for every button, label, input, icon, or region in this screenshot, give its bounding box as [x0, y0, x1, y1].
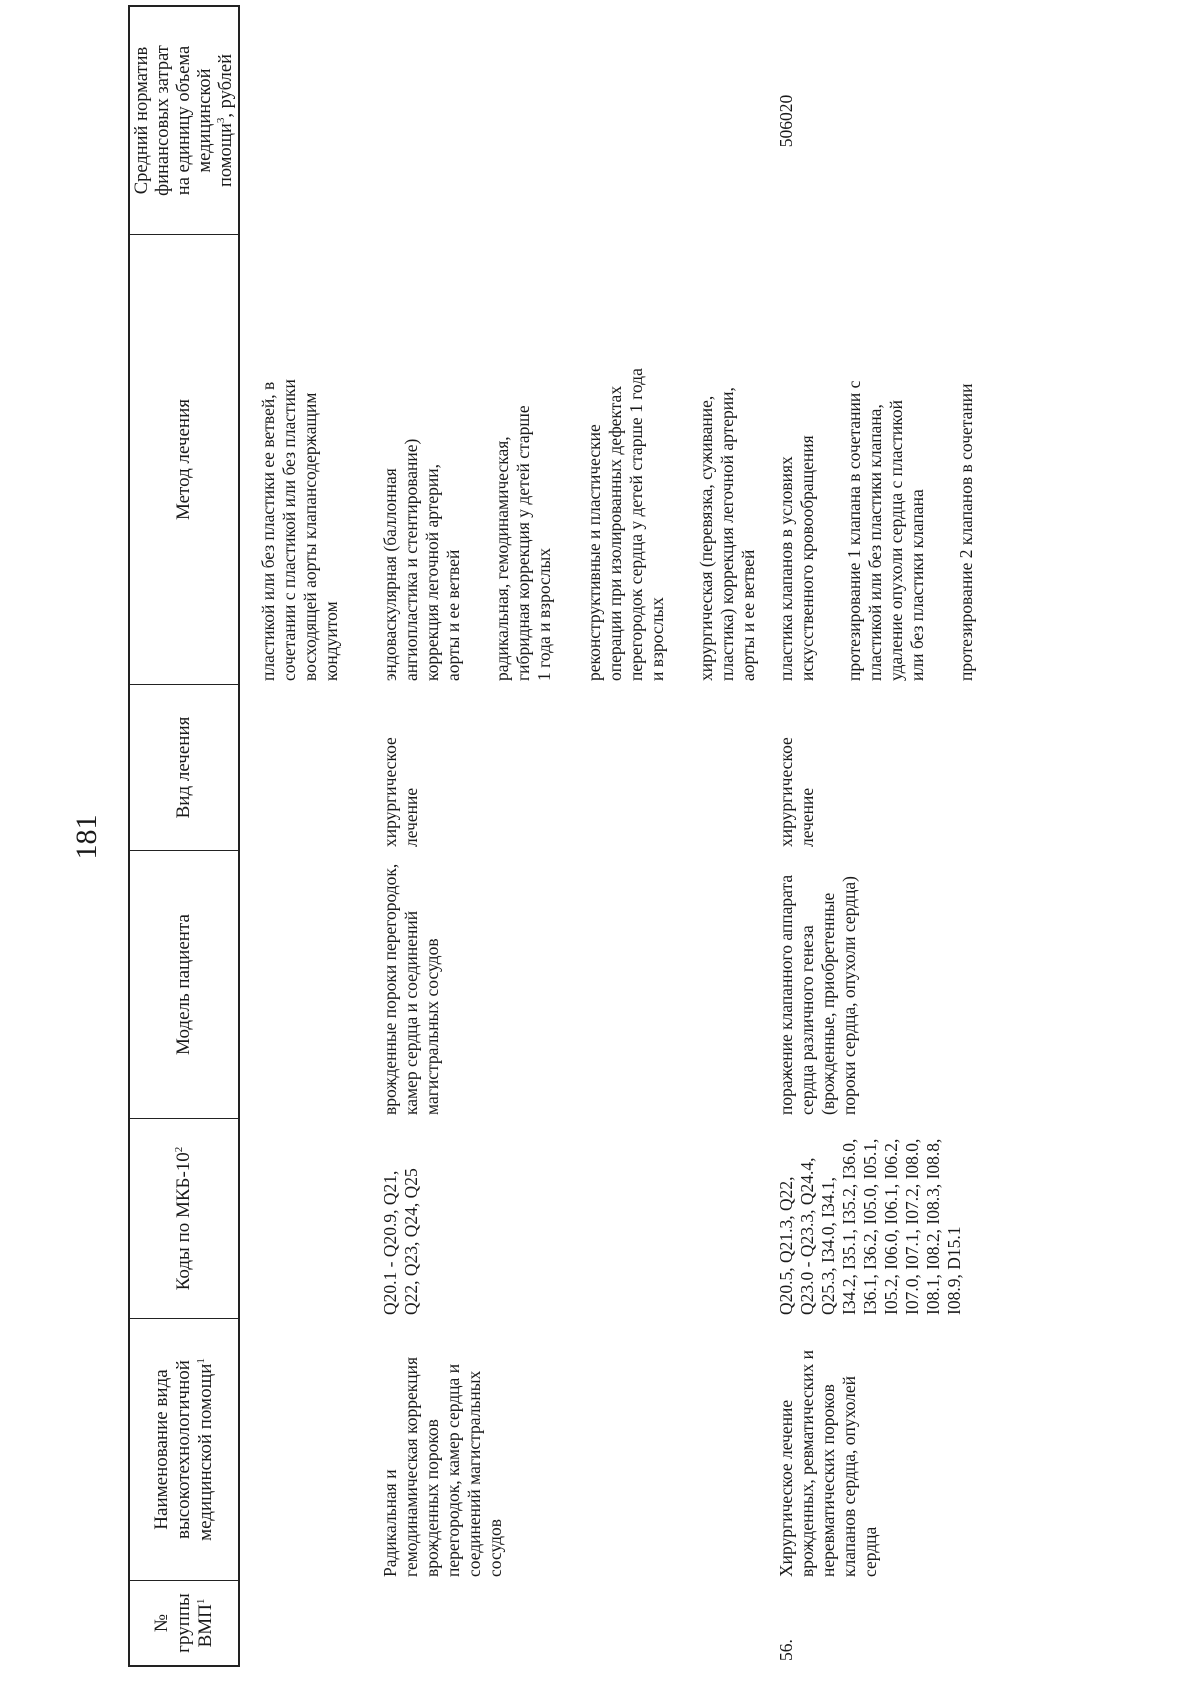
row1-patient-model: врожденные пороки перегородок, камер сердца и соединений магистральных сосудов	[380, 863, 442, 1115]
header-cost-norm-tail: , рублей	[215, 54, 236, 118]
row2-method-1: пластика клапанов в условиях искусственного кровообращения	[776, 435, 817, 681]
header-patient-model	[130, 851, 238, 1118]
header-group-no	[130, 1581, 238, 1665]
row1-method-1: эндоваскулярная (баллонная ангиопластика и стентирование) коррекция легочной артерии, аорты и ее ветвей	[380, 438, 463, 681]
row1-method-4: хирургическая (перевязка, суживание, пластика) коррекция легочной артерии, aорты и ее ветвей	[696, 387, 758, 681]
header-group-no-footnote: 1	[195, 1598, 207, 1605]
row2-patient-model: поражение клапанного аппарата сердца различного генеза (врожденные, приобретенные пороки сердца, опухоли сердца)	[776, 874, 859, 1115]
header-codes	[130, 1119, 238, 1318]
header-group-no-text: № группы ВМП	[151, 1593, 216, 1653]
row2-name: Хирургическое лечение врожденных, ревматических и неревматических пороков клапанов сердца, опухолей сердца	[776, 1350, 880, 1577]
header-treatment-method	[130, 235, 238, 684]
row1-name: Радикальная и гемодинамическая коррекция врожденных пороков перегородок, камер сердца и соединений магистральных сосудов	[380, 1357, 505, 1577]
row2-treatment-type: хирургическое лечение	[776, 737, 817, 847]
header-name	[130, 1319, 238, 1580]
row1-codes: Q20.1 - Q20.9, Q21, Q22, Q23, Q24, Q25	[380, 1168, 421, 1315]
header-bottom-border	[238, 5, 240, 1667]
row1-treatment-type: хирургическое лечение	[380, 737, 421, 847]
row2-method-2: протезирование 1 клапана в сочетании с пластикой или без пластики клапана, удаление опухоли сердца с пластикой или без пластики клапана	[844, 380, 927, 681]
header-left-border	[128, 1665, 240, 1667]
header-codes-footnote: 2	[173, 1146, 185, 1153]
row2-codes: Q20.5, Q21.3, Q22, Q23.0 - Q23.3, Q24.4, Q25.3, I34.0, I34.1, I34.2, I35.1, I35.2, I36.0, I36.1, I36.2, I05.0, I05.1, I05.2, I06.0, I06.1, I06.2, I07.0, I07.1, I07.2, I08.0, I08.1, I08.2, I08.3, I08.8, I08.9, D15.1	[776, 1138, 964, 1315]
header-codes-text: Коды по МКБ-10	[173, 1152, 194, 1291]
header-name-text: Наименование вида высокотехнологичной медицинской помощи	[151, 1360, 216, 1541]
page-number: 181	[70, 814, 103, 860]
header-treatment-method-text: Метод лечения	[173, 399, 194, 521]
header-name-footnote: 1	[195, 1358, 207, 1364]
row2-method-3: протезирование 2 клапанов в сочетании	[956, 383, 976, 681]
row2-number: 56.	[776, 1639, 796, 1661]
header-cost-norm-footnote: 3	[214, 117, 227, 124]
header-treatment-type	[130, 685, 238, 850]
header-cost-norm	[130, 7, 238, 234]
header-patient-model-text: Модель пациента	[173, 914, 194, 1055]
row1-method-2: радикальная, гемодинамическая, гибридная коррекция у детей старше 1 года и взрослых	[492, 405, 554, 681]
header-treatment-type-text: Вид лечения	[173, 716, 194, 819]
row2-cost: 506020	[776, 94, 796, 148]
header-cost-norm-text: Средний норматив финансовых затрат на единицу объема медицинской помощи	[131, 45, 236, 196]
continued-method-text: пластикой или без пластики ее ветвей, в сочетании с пластикой или без пластики восходящей аорты клапансодержащим кондуитом	[258, 379, 341, 681]
row1-method-3: реконструктивные и пластические операции при изолированных дефектах перегородок сердца у детей старше 1 года и взрослых	[584, 368, 667, 681]
